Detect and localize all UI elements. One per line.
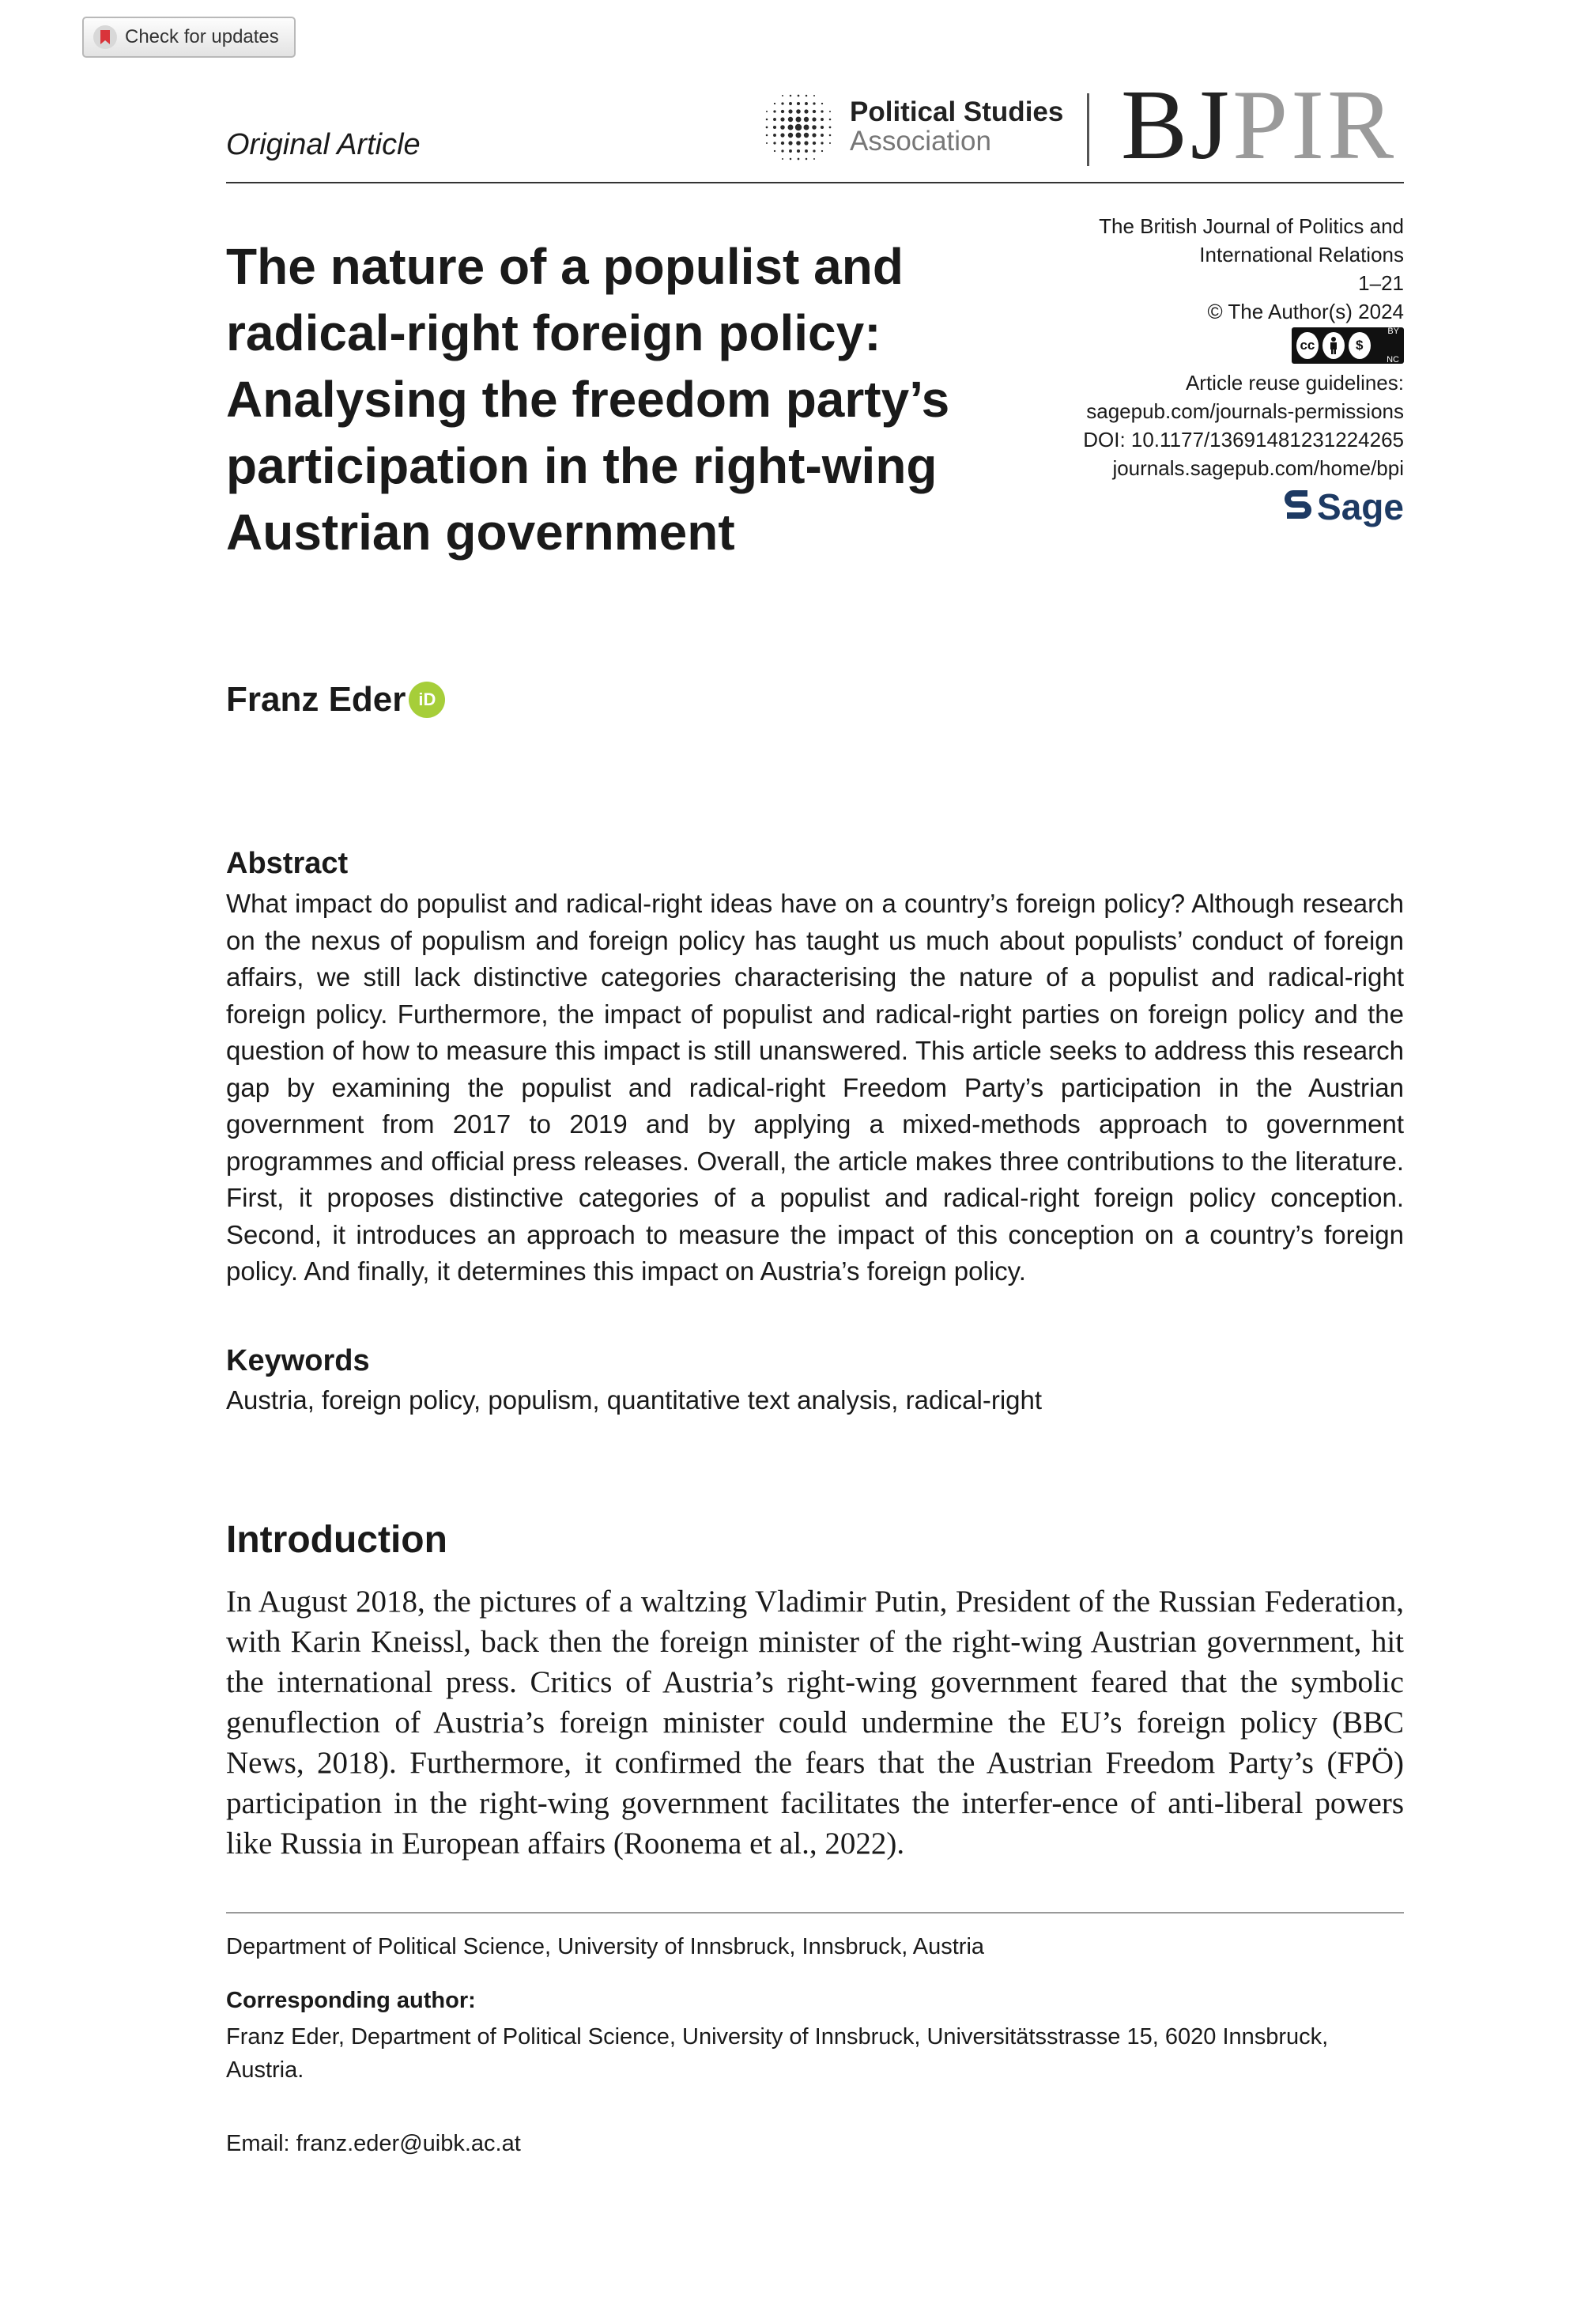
author-affiliation: Department of Political Science, University of Innsbruck, Innsbruck, Austria — [226, 1934, 985, 1959]
introduction-text: In August 2018, the pictures of a waltzing Vladimir Putin, President of the Russian Federation, with Karin Kneissl, back then the foreign minister of the right-wing Austrian government, hit the international press. Critics of Austria’s right-wing government feared that the symbolic genuflection of Austria’s foreign minister could undermine the EU’s foreign policy (BBC News, 2018). Furthermore, it confirmed the fears that the Austrian Freedom Party’s (FPÖ) participation in the right-wing government facilitates the interfer-ence of anti-liberal powers like Russia in European affairs (Roonema et al., 2022). — [226, 1585, 1404, 1861]
journal-homepage-link[interactable]: journals.sagepub.com/home/bpi — [1112, 456, 1404, 480]
check-for-updates-label: Check for updates — [125, 26, 279, 47]
abstract-heading: Abstract — [226, 847, 349, 880]
introduction-heading: Introduction — [226, 1519, 447, 1561]
doi[interactable]: DOI: 10.1177/13691481231224265 — [1083, 428, 1404, 451]
sage-logo — [1284, 486, 1404, 527]
psa-line1: Political Studies — [850, 96, 1064, 127]
article-type: Original Article — [226, 128, 421, 161]
page-range: 1–21 — [1358, 271, 1404, 295]
keywords-heading: Keywords — [226, 1344, 370, 1377]
psa-line2: Association — [850, 125, 991, 157]
journal-name-line1: The British Journal of Politics and — [1099, 214, 1404, 238]
logo-divider — [1087, 93, 1089, 166]
header-rule — [226, 182, 1404, 183]
creative-commons-license-badge[interactable] — [1292, 327, 1404, 364]
political-studies-association-logo — [763, 92, 834, 163]
bookmark-icon — [93, 25, 117, 49]
copyright: © The Author(s) 2024 — [1207, 300, 1404, 323]
reuse-guidelines-link[interactable]: sagepub.com/journals-permissions — [1086, 399, 1404, 423]
publisher-name: Sage — [1317, 486, 1404, 527]
keywords-text: Austria, foreign policy, populism, quantitative text analysis, radical-right — [226, 1385, 1043, 1415]
author-name: Franz Eder — [226, 680, 406, 719]
author-email[interactable]: Email: franz.eder@uibk.ac.at — [226, 2131, 521, 2156]
abstract-text: What impact do populist and radical-right ideas have on a country’s foreign policy? Although research on the nexus of populism and foreign policy has taught us much about populists’ conduct of foreign affairs, we still lack distinctive categories characterising the nature of a populist and radical-right foreign policy. Furthermore, the impact of populist and radical-right parties on foreign policy and the question of how to measure this impact is still unanswered. This article seeks to address this research gap by examining the populist and radical-right Freedom Party’s participation in the Austrian government from 2017 to 2019 and by applying a mixed-methods approach to government programmes and official press releases. Overall, the article makes three contributions to the literature. First, it proposes distinctive categories of a populist and radical-right foreign policy conception. Second, it introduces an approach to measure the impact of this conception on a country’s foreign policy. And finally, it determines this impact on Austria’s foreign policy. — [226, 889, 1404, 1286]
noncommercial-icon: $ — [1349, 332, 1371, 359]
orcid-icon[interactable]: iD — [409, 682, 445, 718]
footnote-rule — [226, 1912, 1404, 1914]
attribution-icon — [1322, 332, 1345, 359]
journal-logo-part1: BJ — [1121, 70, 1233, 180]
journal-info — [1083, 212, 1404, 532]
check-for-updates-button[interactable] — [82, 17, 296, 58]
reuse-guidelines-label: Article reuse guidelines: — [1185, 371, 1404, 395]
cc-icon: cc — [1296, 332, 1319, 359]
corresponding-author-text: Franz Eder, Department of Political Science, University of Innsbruck, Universitätsstrasse 15, 6020 Innsbruck, Austria. — [226, 2024, 1329, 2083]
psa-wordmark — [850, 98, 1063, 157]
journal-logo — [1121, 70, 1398, 180]
corresponding-author-heading: Corresponding author: — [226, 1988, 476, 2013]
journal-name-line2: International Relations — [1199, 243, 1404, 266]
author — [226, 680, 445, 720]
journal-logo-part2: PIR — [1232, 70, 1398, 180]
article-title: The nature of a populist and radical-right foreign policy: Analysing the freedom party’s participation in the right-wing Austrian government — [226, 238, 950, 561]
sage-s-icon — [1284, 489, 1312, 525]
license-tags: BY NC — [1387, 327, 1399, 365]
